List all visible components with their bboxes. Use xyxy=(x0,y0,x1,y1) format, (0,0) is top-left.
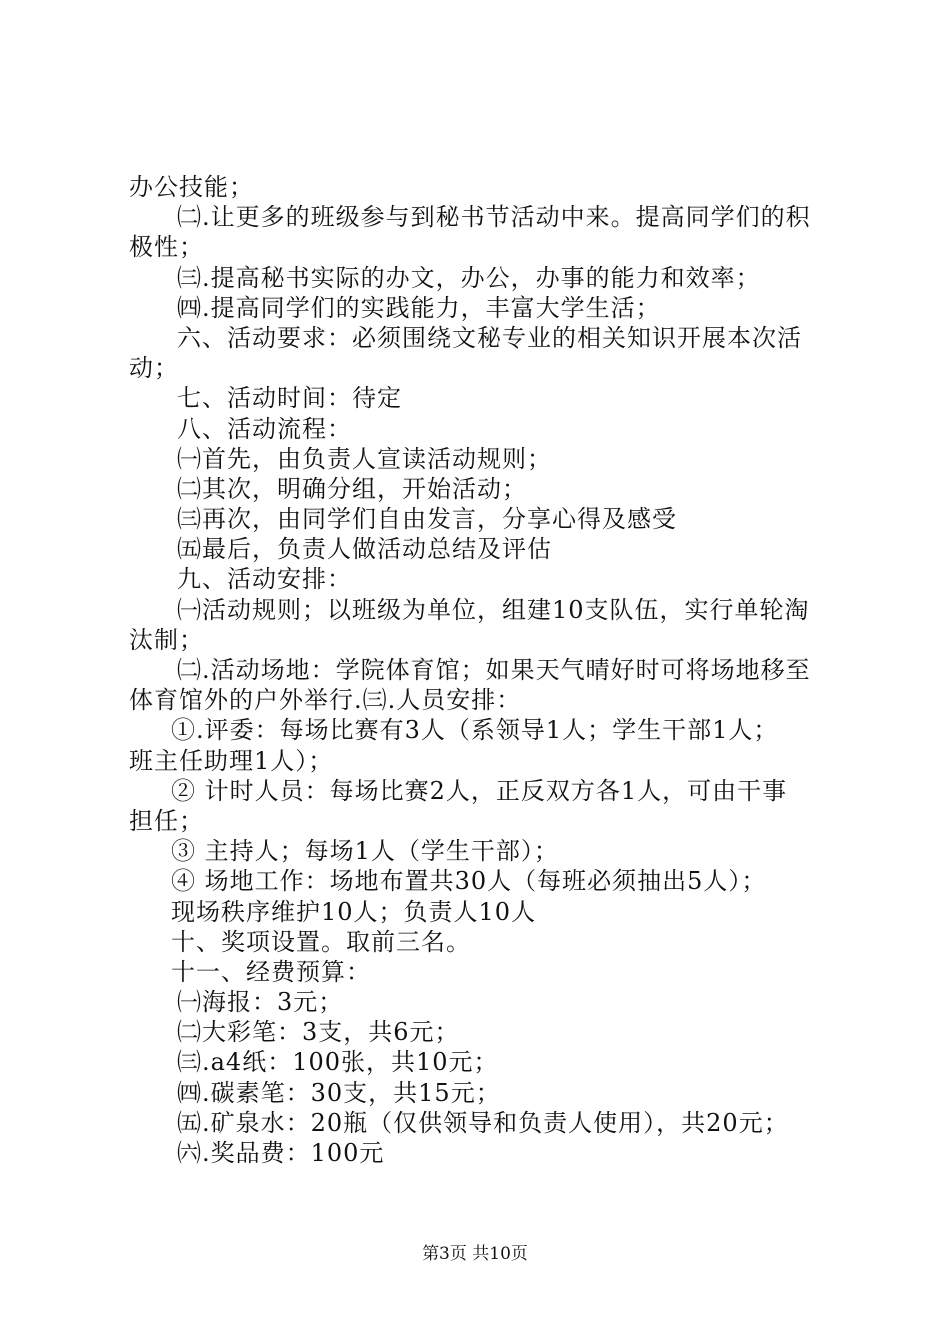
text-line: ㈡其次，明确分组，开始活动； xyxy=(177,474,527,503)
text-line: ㈠首先，由负责人宣读活动规则； xyxy=(177,444,552,473)
text-line: ㈤最后，负责人做活动总结及评估 xyxy=(177,535,552,564)
text-line: ㈢.提高秘书实际的办文，办公，办事的能力和效率； xyxy=(177,263,761,292)
section-heading: 九、活动安排： xyxy=(177,565,352,594)
document-body xyxy=(129,172,834,1168)
text-line: ③ 主持人；每场1人（学生干部）； xyxy=(171,837,559,866)
text-line: 汰制； xyxy=(129,625,204,654)
budget-item: ㈥.奖品费：100元 xyxy=(177,1139,385,1167)
text-line: 班主任助理1人）； xyxy=(129,746,334,775)
text-line: 极性； xyxy=(129,233,204,262)
text-line: ④ 场地工作：场地布置共30人（每班必须抽出5人）； xyxy=(171,867,767,896)
text-line: ㈣.提高同学们的实践能力，丰富大学生活； xyxy=(177,293,661,322)
text-line: ①.评委：每场比赛有3人（系领导1人；学生干部1人； xyxy=(171,716,779,745)
section-heading: 十一、经费预算： xyxy=(171,957,371,986)
text-line: ㈡.让更多的班级参与到秘书节活动中来。提高同学们的积 xyxy=(177,203,811,232)
text-line: 现场秩序维护10人；负责人10人 xyxy=(171,897,537,926)
text-line: 担任； xyxy=(129,806,204,835)
budget-item: ㈤.矿泉水：20瓶（仅供领导和负责人使用），共20元； xyxy=(177,1108,789,1137)
budget-item: ㈡大彩笔：3支，共6元； xyxy=(177,1018,460,1047)
text-line: ② 计时人员：每场比赛2人，正反双方各1人，可由干事 xyxy=(171,776,788,805)
budget-item: ㈣.碳素笔：30支，共15元； xyxy=(177,1078,501,1107)
text-line: 办公技能； xyxy=(129,173,254,201)
budget-item: ㈠海报：3元； xyxy=(177,988,344,1017)
page-footer: 第3页 共10页 xyxy=(422,1244,528,1264)
text-line: 动； xyxy=(129,354,179,383)
text-line: ㈡.活动场地：学院体育馆；如果天气晴好时可将场地移至 xyxy=(177,656,811,684)
section-heading: 八、活动流程： xyxy=(177,414,352,443)
text-line: ㈢再次，由同学们自由发言，分享心得及感受 xyxy=(177,505,677,534)
section-heading: 十、奖项设置。取前三名。 xyxy=(171,927,471,956)
section-heading: 七、活动时间：待定 xyxy=(177,384,402,413)
text-line: 体育馆外的户外举行.㈢.人员安排： xyxy=(129,686,522,715)
text-line: ㈠活动规则；以班级为单位，组建10支队伍，实行单轮淘 xyxy=(177,595,810,624)
section-heading: 六、活动要求：必须围绕文秘专业的相关知识开展本次活 xyxy=(177,323,802,352)
budget-item: ㈢.a4纸：100张，共10元； xyxy=(177,1048,499,1077)
